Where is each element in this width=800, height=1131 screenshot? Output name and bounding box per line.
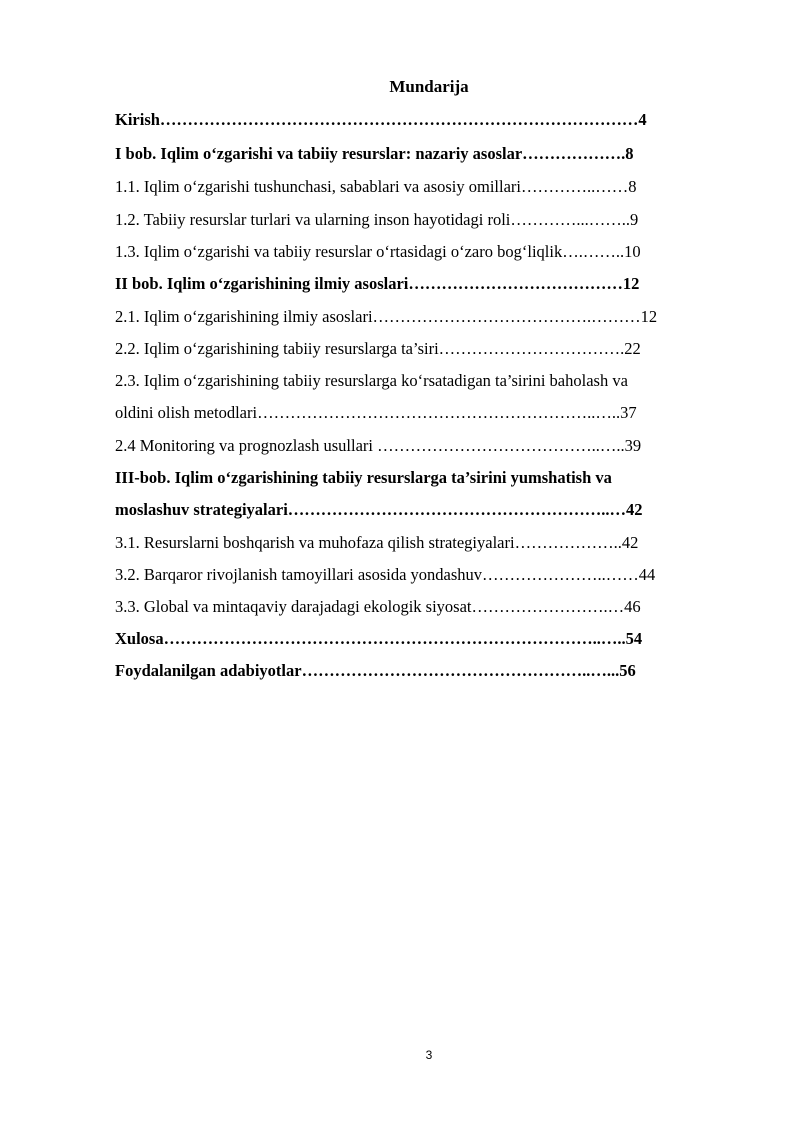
toc-entry-references: Foydalanilgan adabiyotlar……………………………………………..…...56 bbox=[115, 661, 636, 680]
page-number: 3 bbox=[425, 1048, 433, 1062]
toc-entry-chapter-2: II bob. Iqlim oʻzgarishining ilmiy asoslari…………………………………12 bbox=[115, 274, 640, 293]
toc-entry-3-3: 3.3. Global va mintaqaviy darajadagi ekologik siyosat…………………….…46 bbox=[115, 597, 641, 616]
toc-entry-2-4: 2.4 Monitoring va prognozlash usullari …………………………………..…..39 bbox=[115, 436, 642, 455]
toc-entry-chapter-3-continued: moslashuv strategiyalari…………………………………………………..…42 bbox=[115, 500, 643, 519]
toc-entry-1-3: 1.3. Iqlim oʻzgarishi va tabiiy resurslar oʻrtasidagi oʻzaro bogʻliqlik….……..10 bbox=[115, 242, 641, 261]
toc-entry-chapter-3: III-bob. Iqlim oʻzgarishining tabiiy resurslarga ta’sirini yumshatish va bbox=[115, 468, 612, 487]
toc-entry-3-2: 3.2. Barqaror rivojlanish tamoyillari asosida yondashuv…………………..……44 bbox=[115, 565, 656, 584]
toc-entry-2-1: 2.1. Iqlim oʻzgarishining ilmiy asoslari………………………………….………12 bbox=[115, 307, 658, 326]
toc-entry-conclusion: Xulosa……………………………………………………………………..…..54 bbox=[115, 629, 643, 648]
toc-entry-2-2: 2.2. Iqlim oʻzgarishining tabiiy resurslarga ta’siri…………………………….22 bbox=[115, 339, 641, 358]
toc-entry-chapter-1: I bob. Iqlim oʻzgarishi va tabiiy resurslar: nazariy asoslar……………….8 bbox=[115, 144, 634, 163]
toc-entry-2-3: 2.3. Iqlim oʻzgarishining tabiiy resurslarga koʻrsatadigan ta’sirini baholash va bbox=[115, 371, 628, 390]
toc-entry-3-1: 3.1. Resurslarni boshqarish va muhofaza qilish strategiyalari………………..42 bbox=[115, 533, 639, 552]
toc-entry-introduction: Kirish……………………………………………………………………………4 bbox=[115, 110, 647, 129]
toc-entry-2-3-continued: oldini olish metodlari……………………………………………………..…..37 bbox=[115, 403, 637, 422]
toc-entry-1-2: 1.2. Tabiiy resurslar turlari va ularning inson hayotidagi roli…………...……..9 bbox=[115, 210, 639, 229]
toc-title: Mundarija bbox=[389, 77, 469, 96]
toc-entry-1-1: 1.1. Iqlim oʻzgarishi tushunchasi, sabablari va asosiy omillari…………..……8 bbox=[115, 177, 637, 196]
